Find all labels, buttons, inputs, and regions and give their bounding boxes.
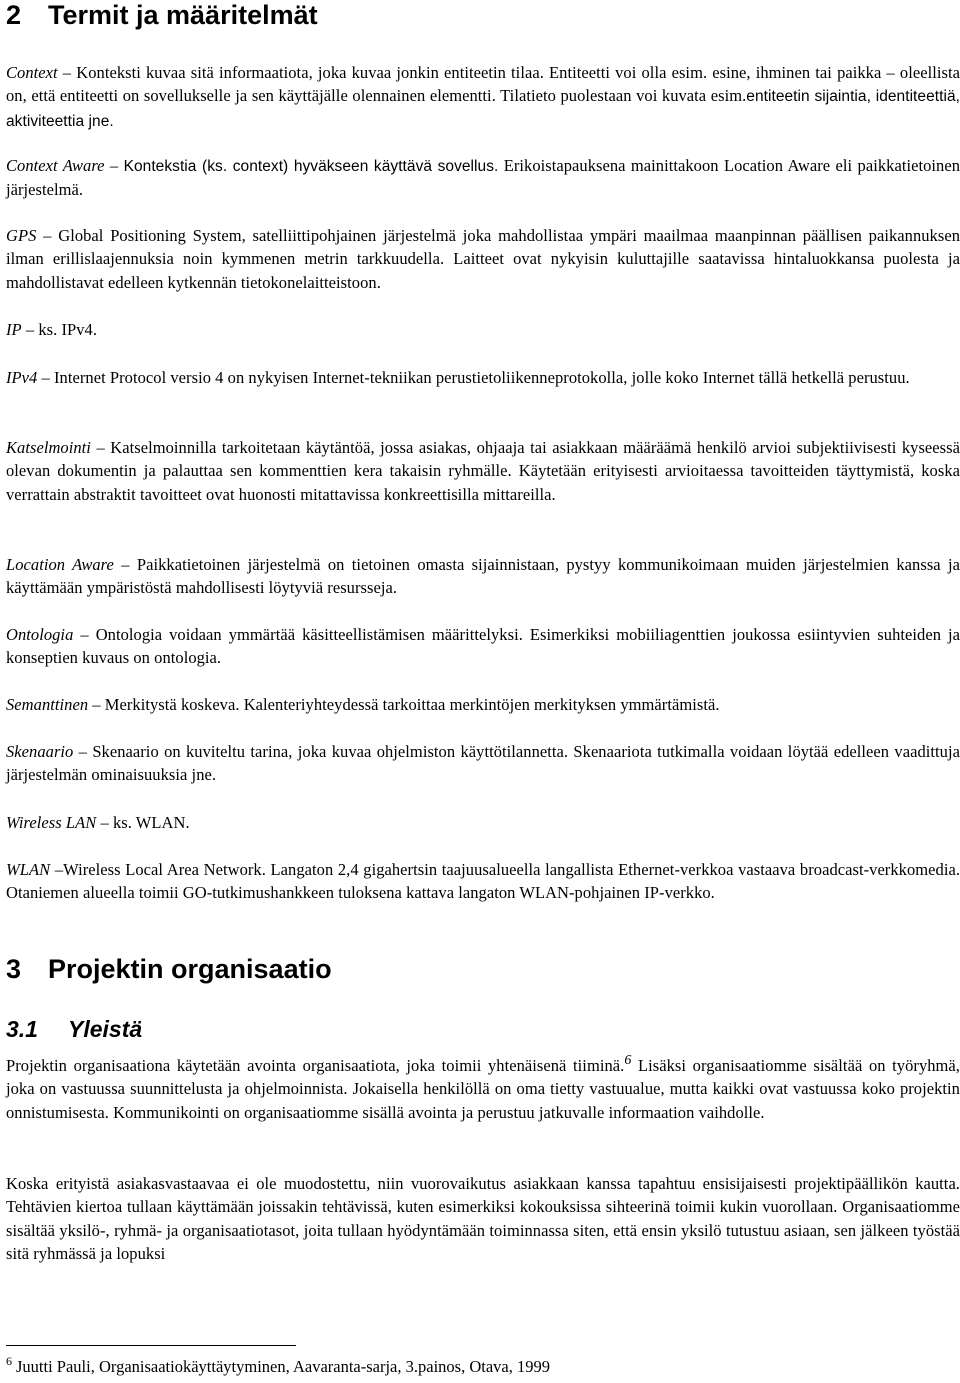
definition-term: IPv4 xyxy=(6,368,38,387)
definition-dash: – xyxy=(96,813,113,832)
definition-semanttinen xyxy=(6,693,960,716)
definition-term: Context Aware xyxy=(6,156,105,175)
definition-gps xyxy=(6,224,960,294)
body-paragraph-2 xyxy=(6,1172,960,1266)
section-heading-3-1 xyxy=(6,1015,142,1043)
paragraph-text: Koska erityistä asiakasvastaavaa ei ole muodostettu, niin vuorovaikutus asiakkaan kanssa tapahtuu ensisijaisesti projektipäällikön kautta. Tehtävien kiertoa tullaan käyttämään joissakin tehtävissä, kuten esimerkiksi kokouksissa sihteerinä toimii kukin vuorollaan. Organisaatiomme sisältää yksilö-, ryhmä- ja organisaatiotasot, joita tullaan hyödyntämään toiminnassa siten, että ensin yksilö tutustuu asiaan, sen jälkeen työstää sitä ryhmässä ja lopuksi xyxy=(6,1174,960,1264)
definition-text: ks. WLAN. xyxy=(112,813,190,832)
definition-dash: – xyxy=(50,860,64,879)
definition-dash: – xyxy=(73,742,93,761)
definition-term: Semanttinen xyxy=(6,695,89,714)
section-title: Yleistä xyxy=(68,1016,143,1042)
definition-text: Global Positioning System, satelliittipohjainen järjestelmä joka mahdollistaa ympäri maailmaa maanpinnan päällisen paikannuksen ilman erillislaajennuksia noin kymmenen metrin tarkkuudella. Laitteet ovat nykyisin kuluttajille saatavissa hintaluokkansa puolesta ja mahdollistavat edelleen kytkennän tietokonelaitteistoon. xyxy=(6,226,960,292)
definition-text: Erikoistapauksena mainittakoon Location Aware eli paikkatietoinen järjestelmä. xyxy=(6,156,960,200)
definition-term: Ontologia xyxy=(6,625,74,644)
definition-context-aware xyxy=(6,154,960,202)
definition-text: Wireless Local Area Network. Langaton 2,4 gigahertsin taajuusalueella langallista Ethernet-verkkoa vastaava broadcast-verkkomedia. Otaniemen alueella toimii GO-tutkimushankkeen tuloksena kattava langaton WLAN-pohjainen IP-verkko. xyxy=(6,860,960,903)
definition-text: Skenaario on kuviteltu tarina, joka kuvaa ohjelmiston käyttötilannetta. Skenaariota tutkimalla voidaan löytää edelleen vaadittuja järjestelmän ominaisuuksia jne. xyxy=(6,742,960,785)
definition-term: GPS xyxy=(6,226,37,245)
definition-text-sans: Kontekstia (ks. context) hyväkseen käyttävä sovellus. xyxy=(123,158,499,175)
definition-text: ks. IPv4. xyxy=(38,320,98,339)
definition-dash: – xyxy=(104,156,124,175)
definition-term: Skenaario xyxy=(6,742,74,761)
definition-dash: – xyxy=(37,368,55,387)
body-paragraph-1 xyxy=(6,1054,960,1124)
definition-skenaario xyxy=(6,740,960,787)
footnote xyxy=(6,1356,550,1378)
definition-context xyxy=(6,61,960,133)
section-title: Projektin organisaatio xyxy=(48,954,332,984)
section-heading-3 xyxy=(6,953,332,985)
definition-dash: – xyxy=(36,226,59,245)
definition-katselmointi xyxy=(6,436,960,506)
definition-dash: – xyxy=(73,625,96,644)
section-title: Termit ja määritelmät xyxy=(48,0,318,30)
definition-text: Ontologia voidaan ymmärtää käsitteellistämisen määrittelyksi. Esimerkiksi mobiiliagenttien joukossa esiintyvien suhteiden ja konseptien kuvaus on ontologia. xyxy=(6,625,960,668)
definition-dash: – xyxy=(57,63,77,82)
definition-ip xyxy=(6,318,960,341)
definition-text: Katselmoinnilla tarkoitetaan käytäntöä, jossa asiakas, ohjaaja tai asiakkaan määräämä henkilö arvioi subjektiivisesti kyseessä olevan dokumentin ja palauttaa sen kommenttien kera takaisin ryhmälle. Käytetään erityisesti arvioitaessa tavoitteiden täyttymistä, koska verrattain abstraktit tavoitteet ovat huonosti mitattavissa konkreettisilla mittareilla. xyxy=(6,438,960,504)
definition-text: Konteksti kuvaa sitä informaatiota, joka kuvaa jonkin entiteetin tilaa. Entiteetti voi olla esim. esine, ihminen tai paikka – oleellista on, että entiteetti on sovellukselle ja sen käyttäjälle olennainen elementti. Tilatieto puolestaan voi kuvata esim. xyxy=(6,63,960,106)
definition-text: Paikkatietoinen järjestelmä on tietoinen omasta sijainnistaan, pystyy kommunikoimaan muiden järjestelmien kanssa ja käyttämään ympäristöstä mahdollisesti löytyviä resursseja. xyxy=(6,555,960,598)
definition-term: Location Aware xyxy=(6,555,114,574)
footnote-text: Juutti Pauli, Organisaatiokäyttäytyminen, Aavaranta-sarja, 3.painos, Otava, 1999 xyxy=(16,1357,550,1376)
definition-dash: – xyxy=(88,695,105,714)
definition-ontologia xyxy=(6,623,960,670)
definition-text: Merkitystä koskeva. Kalenteriyhteydessä tarkoittaa merkintöjen merkityksen ymmärtämistä. xyxy=(104,695,720,714)
section-heading-2 xyxy=(6,0,318,31)
definition-dash: – xyxy=(113,555,137,574)
footnote-mark: 6 xyxy=(6,1354,12,1368)
definition-term: IP xyxy=(6,320,22,339)
definition-location-aware xyxy=(6,553,960,600)
definition-term: Context xyxy=(6,63,58,82)
definition-text-sans: entiteetin sijaintia, identiteettiä, aktiviteettia jne. xyxy=(6,88,960,130)
definition-text: Internet Protocol versio 4 on nykyisen Internet-tekniikan perustietoliikenneprotokolla, jolle koko Internet tällä hetkellä perustuu. xyxy=(54,368,910,387)
paragraph-text: Lisäksi organisaatiomme sisältää on työryhmä, joka on vastuussa suunnittelusta ja ohjelmoinnista. Jokaisella henkilöllä on oma tietty vastuualue, mutta kaikki ovat vastuussa koko projektin onnistumisesta. Kommunikointi on organisaatiomme sisällä avointa ja perustuu jatkuvalle informaation vaihdolle. xyxy=(6,1056,960,1122)
definition-dash: – xyxy=(21,320,39,339)
paragraph-text: Projektin organisaationa käytetään avointa organisaatiota, joka toimii yhtenäisenä tiiminä. xyxy=(6,1056,625,1075)
definition-wireless-lan xyxy=(6,811,960,834)
section-number: 3.1 xyxy=(6,1016,38,1042)
definition-wlan xyxy=(6,858,960,905)
definition-term: WLAN xyxy=(6,860,51,879)
section-number: 3 xyxy=(6,954,22,984)
footnote-reference[interactable]: 6 xyxy=(624,1053,632,1068)
definition-dash: – xyxy=(90,438,111,457)
footnote-separator xyxy=(6,1345,296,1346)
section-number: 2 xyxy=(6,0,22,30)
definition-ipv4 xyxy=(6,366,960,389)
definition-term: Wireless LAN xyxy=(6,813,97,832)
definition-term: Katselmointi xyxy=(6,438,91,457)
